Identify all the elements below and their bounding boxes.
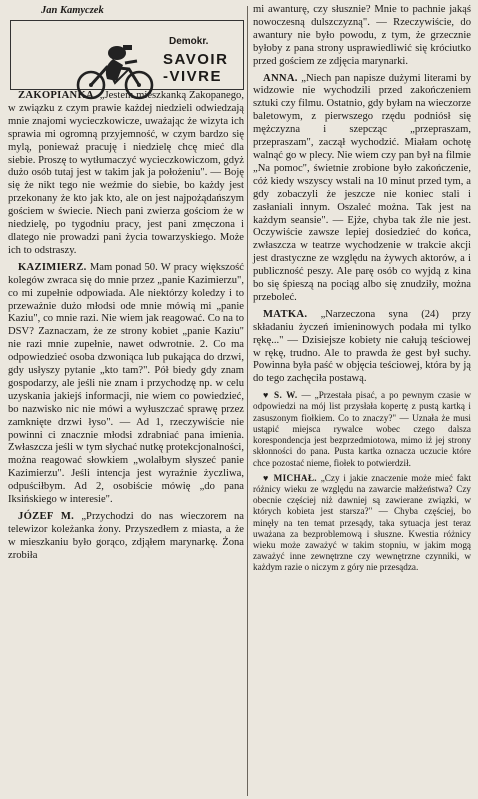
letter-kazimierz: [8, 262, 244, 507]
letter-body: „Przychodzi do nas wieczorem na telewizor koleżanka żony. Przyszedłem z miasta, a że w mieszkaniu było gorąco, zdjąłem marynarkę. Żona zrobiła: [8, 511, 244, 561]
letter-sender: MICHAŁ.: [273, 472, 317, 483]
letter-sw: [253, 390, 471, 468]
letter-body: „Niech pan napisze dużymi literami by widzowie nie wychodzili przed zakończeniem sztuki czy filmu. Ostatnio, gdy byłam na wieczorze baletowym, z pierwszego rzędu podniósł się mężczyzna i szepcząc „przepraszam, przepraszam", zaczął wychodzić. Miałam ochotę walnąć go w plecy. Nie wiem czy pan był na filmie „Na pomoc", świetnie zrobione było zakończenie, cóż kiedy wszyscy wstali na 10 minut przed tym, a gdy zobaczyli że jeszcze nie koniec stali i zasłaniali innym. Oszaleć można. Tak jest na każdym seansie". — Ejże, chyba tak źle nie jest. Oczywiście zawsze lepiej dosiedzieć do końca, zwłaszcza w teatrze wychodzenie w trakcie akcji jest drastyczne ze względu na żywych aktorów, a i publiczność peszy. Ale parę osób co wyjdą z kina bo się śpieszą na pociąg albo się znudziły, można przeboleć.: [253, 72, 471, 303]
left-column: [8, 4, 244, 564]
letter-sender: S. W.: [274, 390, 298, 401]
letter-body: Mam ponad 50. W pracy większość kolegów zwraca się do mnie przez „panie Kazimierzu", co mi zupełnie odpowiada. Ale niektórzy koledzy i to przeważnie dużo młodsi ode mnie mówią mi „panie Kaziu", co mnie razi. Nie wiem jak reagować. Co na to DSV? Zaznaczam, że ze strony kobiet „panie Kaziu" nie razi mnie zupełnie, nawet odwrotnie. 2. Co ma odpowiedzieć osoba dzwoniąca lub pukająca do drzwi, gdy usłyszy pytanie „kto tam?". Pół biedy gdy znam gospodarzy, ale jeśli nie znam i przychodzę np. w celu uzyskania jakiejś informacji, nie wiem co powiedzieć, bo nazwisko nic nie mówi a wyłuszczać sprawę przez zamknięte drzwi łyso". — Ad 1, rzeczywiście nie powinni ci znacznie młodsi zdrabniać pana imienia. Zwłaszcza jeśli w tym słychać nutkę protekcjonalności, można reagować słowkiem „wolałbym słyszeć panie Kazimierzu". Jeśli intencja jest wyraźnie życzliwa, odpuściłbym. Ad 2, osobiście mówię „do pana Iksińskiego w interesie".: [8, 261, 244, 506]
letter-sender: MATKA.: [263, 308, 308, 320]
column-title-line-2: -VIVRE: [163, 68, 223, 85]
cyclist-illustration-icon: [73, 39, 159, 103]
letter-body: „Jestem mieszkanką Zakopanego, w związku z czym prawie każdej niedzieli odwiedzają mnie znajomi wycieczkowicze, uważając że wizyta ich sprawia mi ogromną przyjemność, w czym bardzo się mylą, ponieważ pracuję i niedzielę chcę mieć dla siebie. Proszę to wytłumaczyć wycieczkowiczom, gdyż dużo osób tutaj jest w takim jak ja położeniu". — Boję się że nikt tego nie weźmie do siebie, bo każdy jest przekonany że kto jak kto, ale on jest najpożądańszym gościem w świecie. Niech pani zwierza gościom że w niedzielę, po tygodniu pracy, jest pani zmęczona i dlatego nie prowadzi pani życia towarzyskiego. Może ich to odstraszy.: [8, 90, 244, 256]
letter-michal: [253, 473, 471, 574]
letter-sender: KAZIMIERZ.: [18, 261, 87, 273]
section-category: Demokr.: [169, 36, 209, 47]
letter-matka: [253, 309, 471, 386]
short-letters: [253, 390, 471, 573]
column-title-line-1: SAVOIR: [163, 51, 229, 68]
right-column: [253, 4, 471, 575]
letter-body: — „Przestała pisać, a po pewnym czasie w odpowiedzi na mój list przysłała kopertę z pustą kartką i zasuszonym fiołkiem. Co to znaczy?" — Uznała że musi ustąpić miejsca rywalce wobec czego dalsza korespondencja jest bezprzedmiotowa, mimo iż jej strony skłonności do pana. Pusta kartka oznacza uczucie które chce pozostać nieme, fiołek to potwierdził.: [253, 390, 471, 468]
author-name: Jan Kamyczek: [41, 5, 104, 16]
letter-zakopianka: [8, 90, 244, 258]
heart-icon: ♥: [263, 390, 271, 401]
letter-sender: ZAKOPIANKA.: [18, 90, 97, 101]
header-frame: [10, 20, 244, 90]
heart-icon: ♥: [263, 472, 270, 483]
letter-jozef: [8, 511, 244, 563]
letter-jozef-continued: mi awanturę, czy słusznie? Mnie to pachnie jakąś nowoczesną dulszczyzną". — Rzeczywiście, do awantury nie było powodu, z tym, że grzecznie byłoby z pana strony usprawiedliwić się króciutko przed gościem ze zdjęcia marynarki.: [253, 4, 471, 67]
column-title: [163, 51, 228, 85]
column-divider: [247, 6, 248, 796]
letter-sender: JÓZEF M.: [18, 511, 75, 522]
letter-body: „Narzeczona syna (24) przy składaniu życzeń imieninowych podała mi tylko rękę..." — Dzisiejsze kobiety nie całują teściowej w rękę, trudno. Ale to prawda że gest był suchy. Powinna była paść w objęcia teściowej, która by ją do tego zachęciła postawą.: [253, 308, 471, 385]
letter-anna: [253, 73, 471, 305]
column-header: [8, 4, 244, 90]
letter-sender: ANNA.: [263, 72, 298, 84]
letter-body: „Czy i jakie znaczenie może mieć fakt różnicy wieku ze względu na zawarcie małżeństwa? Czy obecnie częściej niż dawniej są zawierane związki, w których kobieta jest starsza?" — Chyba częściej, bo minęły na ten temat przesądy, taka sytuacja jest teraz uważana za bezproblemową i słuszne. Kwestia różnicy wieku może zaważyć w takim stopniu, w jakim mogą zaważyć inne zewnętrzne czy wewnętrzne czynniki, w każdym razie o niczym z góry nie przesądza.: [253, 472, 472, 573]
